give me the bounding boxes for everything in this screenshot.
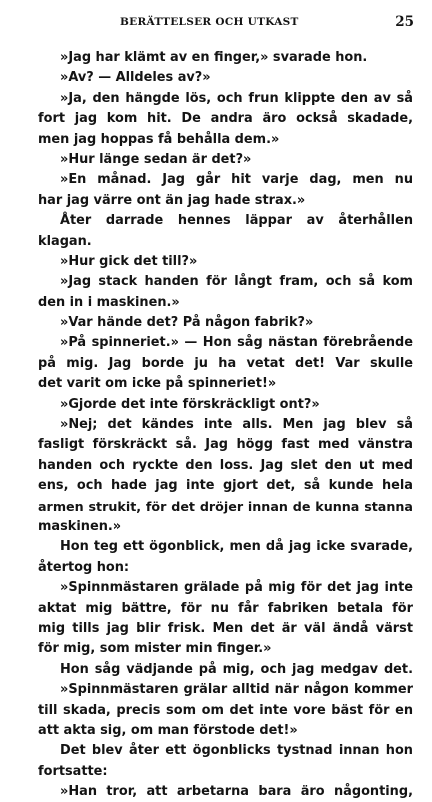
text-line: handen och ryckte den loss. Jag slet den ut med: [38, 457, 413, 473]
text-line: fortsatte:: [38, 763, 108, 779]
text-line: armen strukit, för det dröjer innan de kunna stanna: [38, 498, 413, 514]
text-line: att akta sig, om man förstode det!»: [38, 722, 298, 738]
text-line: Hon teg ett ögonblick, men då jag icke svarade,: [60, 539, 413, 555]
text-line: det varit om icke på spinneriet!»: [38, 376, 277, 392]
page-header: [38, 14, 418, 36]
text-line: »Han tror, att arbetarna bara äro någonting,: [60, 784, 413, 800]
text-line: »En månad. Jag går hit varje dag, men nu: [60, 172, 413, 188]
text-line: »Gjorde det inte förskräckligt ont?»: [60, 396, 320, 412]
text-line: »Ja, den hängde lös, och frun klippte den av så: [60, 90, 413, 106]
text-line: maskinen.»: [38, 518, 122, 534]
text-line: »Hur länge sedan är det?»: [60, 151, 252, 167]
text-line: fort jag kom hit. De andra äro också skadade,: [38, 111, 413, 127]
text-line: Åter darrade hennes läppar av återhållen: [60, 213, 413, 229]
text-line: ens, och hade jag inte gjort det, så kunde hela: [38, 478, 413, 494]
body-text: [38, 48, 413, 802]
text-line: Hon såg vädjande på mig, och jag medgav det.: [60, 661, 413, 677]
text-line: återtog hon:: [38, 559, 130, 575]
text-line: »Var hände det? På någon fabrik?»: [60, 315, 314, 331]
text-line: aktat mig bättre, för nu får fabriken betala för: [38, 600, 413, 616]
text-line: »Jag stack handen för långt fram, och så kom: [60, 274, 413, 290]
text-line: »Jag har klämt av en finger,» svarade hon.: [60, 50, 368, 65]
text-line: har jag värre ont än jag hade strax.»: [38, 192, 306, 208]
text-line: den in i maskinen.»: [38, 294, 180, 310]
text-line: på mig. Jag borde ju ha vetat det! Var skulle: [38, 355, 413, 371]
text-line: »Spinnmästaren grälade på mig för det jag inte: [60, 580, 413, 596]
running-head: BERÄTTELSER OCH UTKAST: [120, 16, 299, 28]
text-line: »Av? — Alldeles av?»: [60, 70, 211, 86]
page-number: 25: [395, 14, 414, 30]
text-line: »Nej; det kändes inte alls. Men jag blev så: [60, 417, 413, 433]
text-line: till skada, precis som om det inte vore bäst för en: [38, 702, 413, 718]
text-line: »Spinnmästaren grälar alltid när någon kommer: [60, 682, 413, 698]
text-line: klagan.: [38, 233, 92, 249]
text-line: »Hur gick det till?»: [60, 253, 198, 269]
text-line: mig tills jag blir frisk. Men det är väl ändå värst: [38, 620, 413, 636]
text-line: Det blev åter ett ögonblicks tystnad innan hon: [60, 743, 413, 759]
text-line: men jag hoppas få behålla dem.»: [38, 131, 280, 147]
text-line: för mig, som mister min finger.»: [38, 641, 272, 657]
text-line: »På spinneriet.» — Hon såg nästan förebrående: [60, 335, 413, 351]
text-line: fasligt förskräckt så. Jag högg fast med vänstra: [38, 437, 413, 453]
